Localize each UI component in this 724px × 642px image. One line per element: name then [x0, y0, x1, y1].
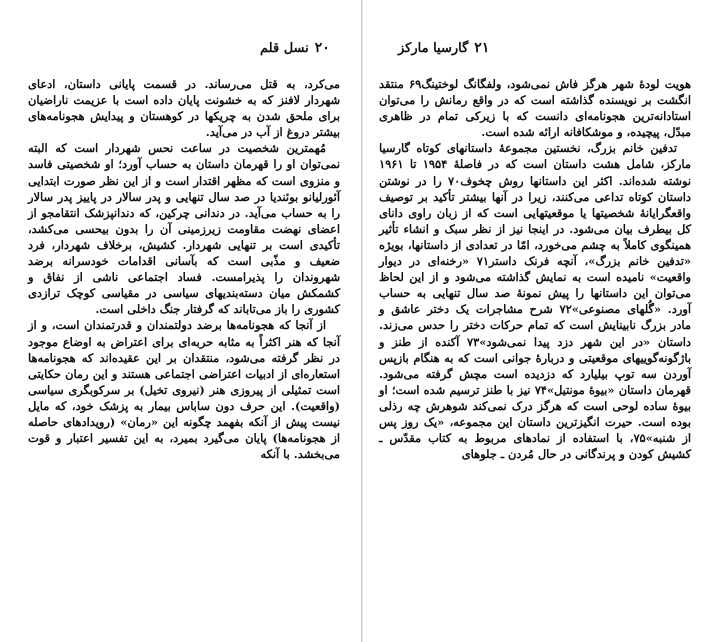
left-page-body	[28, 76, 340, 462]
right-page-number: ۲۱	[474, 40, 490, 56]
right-paragraph-2: تدفین خانم بزرگ، نخستین مجموعهٔ داستانهای کوتاه گارسیا مارکز، شامل هشت داستان است که در فاصلهٔ ۱۹۵۴ تا ۱۹۶۱ نوشته شده‌اند. اکثر این داستانها روش چخوف۷۰ را در نوشتن داستان کوتاه تداعی می‌کنند، زیرا در آنها بیشتر تأکید بر توصیف واقعگرایانهٔ شخصیتها یا موقعیتهایی است که از زبان راوی دانای کل بیطرف بیان می‌شود. در اینجا نیز از نظر سبک و انشاء تأثیر همینگوی کاملاً به چشم می‌خورد، امّا در تعدادی از داستانها، بویژه «تدفین خانم بزرگ»، آنچه فرنک داستر۷۱ «رخنه‌ای در دیوار واقعیت» نامیده است به نمایش گذاشته می‌شود و از این لحاظ می‌توان این داستانها را پیش نمونهٔ صد سال تنهایی به حساب آورد. «گُلهای مصنوعی»۷۲ شرح مشاجرات یک دختر عاشق و مادر بزرگ نابینایش است که تمام حرکات دختر را حدس می‌زند. داستان «در این شهر دزد پیدا نمی‌شود»۷۳ آکنده از طنز و باژگونه‌گوییهای موقعیتی و دربارهٔ جوانی است که به هنگام بازپس آوردن سه توپ بیلیارد که دزدیده است مچش گرفته می‌شود. قهرمان داستان «بیوهٔ مونتیل»۷۴ نیز با طنز ترسیم شده است؛ او بیوهٔ ساده لوحی است که هرگز درک نمی‌کند شوهرش چه رذلی بوده است. حیرت انگیزترین داستان این مجموعه، «یک روز پس از شنبه»۷۵، با استفاده از نمادهای مربوط به کتاب مقدّس ـ کشیش کودن و پرندگانی در حال مُردن ـ جلوهای	[379, 141, 692, 462]
right-running-head: گارسیا مارکز	[398, 41, 469, 56]
left-running-head: نسل قلم	[260, 41, 309, 56]
right-page	[362, 0, 724, 642]
right-page-header	[398, 40, 489, 60]
left-paragraph-1: می‌کرد، به قتل می‌رساند. در قسمت پایانی داستان، ادعای شهردار لافنز که به خشونت پایان داده است با عزیمت ناراضیان برای ملحق شدن به چریکها در کوهستان و پیدایش هجونامه‌های بیشتر دروغ از آب در می‌آید.	[28, 77, 340, 140]
left-page-number: ۲۰	[314, 40, 330, 56]
right-paragraph-1: هویت لودهٔ شهر هرگز فاش نمی‌شود، ولفگانگ لوختینگ۶۹ منتقد انگشت بر نویسنده گذاشته است که در واقع رمانش را می‌توان استادانه‌ترین هجونامه‌ای دانست که با زیرکی تمام در ظاهری مبدّل، پیچیده، و موشکافانه ارائه شده است.	[379, 77, 691, 140]
right-page-body	[379, 76, 691, 462]
left-paragraph-3: از آنجا که هجونامه‌ها برضد دولتمندان و قدرتمندان است، و از آنجا که هنر اکثراً به مثابه حربه‌ای برای اعتراض به اوضاع موجود در نظر گرفته می‌شود، منتقدان بر این عقیده‌اند که هجونامه‌ها استعاره‌ای از ادبیات اعتراضی اجتماعی هستند و این رمان حکایتی است تمثیلی از پیروزی هنر (نیروی تخیل) بر سرکوبگری سیاسی (واقعیت). این حرف دون ساباس بیمار به پزشک خود، که مایل نیست پیش از آنکه بفهمد چگونه این «رمان» (رویدادهای حاصله از هجونامه‌ها) پایان می‌گیرد بمیرد، به این تفسیر اعتبار و قوت می‌بخشد. با آنکه	[28, 318, 340, 462]
left-page-header	[260, 40, 330, 60]
left-paragraph-2: مُهمترین شخصیت در ساعت نحس شهردار است که البته نمی‌توان او را قهرمان داستان به حساب آورد؛ او شخصیتی فاسد و منزوی است که مظهر اقتدار است و از این نظر صورت ابتدایی آئورلیانو بوئندیا در صد سال تنهایی و پدر سالار در پاییز پدر سالار را به حساب می‌آید. در دندانی چرکین، که دندانپزشک انتقامجو از اعضای نهضت مقاومت زیرزمینی آن را بدون بیحسی می‌کشد، تأکیدی است بر تنهایی شهردار. کشیش، برخلاف شهردار، فرد ضعیف و مذّبی است که بآسانی اقدامات خودسرانه برضد شهروندان را پذیرامست. فساد اجتماعی ناشی از نفاق و کشمکش میان دسته‌بندیهای سیاسی در مقیاسی کوچک ترازدی کشوری را باز می‌تاباند که گرفتار جنگ داخلی است.	[28, 141, 340, 317]
